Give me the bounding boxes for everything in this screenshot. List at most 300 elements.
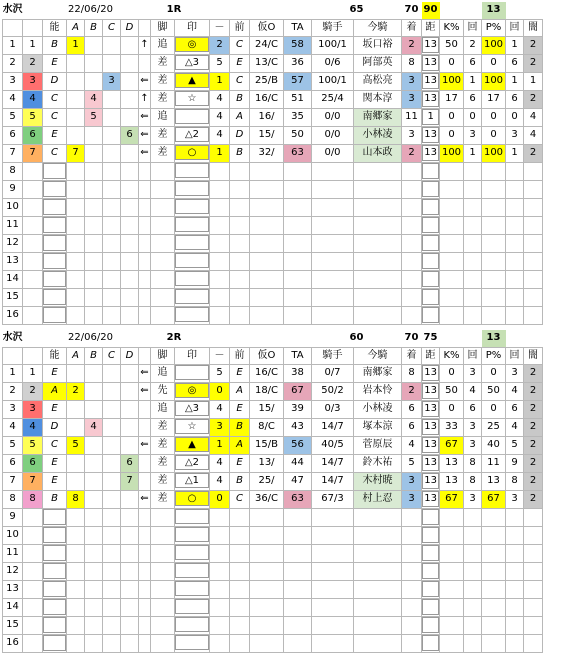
k-percent-value: 0 — [440, 54, 464, 72]
empty-cell — [103, 526, 121, 544]
score-c — [103, 490, 121, 508]
empty-cell — [482, 526, 506, 544]
distance-value-box: 1 — [422, 109, 439, 125]
empty-cell — [67, 234, 85, 252]
distance-value — [422, 54, 440, 72]
horse-row[interactable] — [3, 144, 543, 162]
empty-mark-box[interactable] — [175, 307, 209, 322]
empty-cell — [85, 234, 103, 252]
empty-mark-cell — [175, 270, 210, 288]
score-a — [67, 72, 85, 90]
empty-cell — [43, 616, 67, 634]
prediction-mark — [175, 36, 210, 54]
dark-value: 2 — [524, 54, 543, 72]
ability-grade: D — [43, 418, 67, 436]
empty-cell — [43, 306, 67, 324]
empty-cell — [230, 252, 250, 270]
score-d — [121, 90, 139, 108]
empty-box — [422, 617, 439, 633]
horse-number: 6 — [23, 454, 43, 472]
header-count-1: 回 — [464, 347, 482, 364]
empty-cell — [402, 216, 422, 234]
empty-row — [3, 216, 543, 234]
provisional-value: 15/ — [250, 126, 284, 144]
horse-number: 3 — [23, 72, 43, 90]
running-style: 追 — [151, 36, 175, 54]
current-jockey-name: 高松亮 — [354, 72, 402, 90]
empty-cell — [121, 526, 139, 544]
score-d — [121, 108, 139, 126]
k-percent-value: 13 — [440, 454, 464, 472]
prediction-mark — [175, 382, 210, 400]
trend-arrow — [139, 400, 151, 418]
empty-cell — [312, 616, 354, 634]
empty-mark-box[interactable] — [175, 199, 209, 214]
score-b — [85, 364, 103, 382]
prediction-mark-value[interactable]: ○ — [175, 145, 209, 160]
empty-cell — [210, 216, 230, 234]
provisional-value: 16/C — [250, 90, 284, 108]
empty-cell — [284, 598, 312, 616]
empty-cell — [422, 526, 440, 544]
score-b — [85, 454, 103, 472]
p-percent-value: 0 — [482, 126, 506, 144]
empty-cell — [440, 180, 464, 198]
prediction-mark — [175, 472, 210, 490]
score-b — [85, 382, 103, 400]
empty-cell — [23, 234, 43, 252]
empty-mark-box[interactable] — [175, 545, 209, 560]
minus-value: 1 — [210, 436, 230, 454]
running-style: 差 — [151, 490, 175, 508]
count-1-value: 0 — [464, 108, 482, 126]
provisional-value: 25/ — [250, 472, 284, 490]
empty-cell — [139, 508, 151, 526]
empty-cell — [103, 616, 121, 634]
empty-mark-box[interactable] — [175, 253, 209, 268]
spacer — [440, 330, 464, 347]
empty-cell — [121, 180, 139, 198]
horse-number: 2 — [23, 54, 43, 72]
empty-cell — [440, 252, 464, 270]
empty-cell — [284, 252, 312, 270]
jockey-value: 14/7 — [312, 454, 354, 472]
empty-cell — [422, 252, 440, 270]
p-percent-value: 50 — [482, 382, 506, 400]
ability-grade: C — [43, 90, 67, 108]
empty-cell — [506, 234, 524, 252]
horse-row[interactable] — [3, 90, 543, 108]
empty-cell — [422, 634, 440, 652]
gate-number: 8 — [3, 490, 23, 508]
empty-cell — [464, 544, 482, 562]
empty-box — [422, 509, 439, 525]
empty-cell — [43, 598, 67, 616]
empty-mark-cell — [175, 162, 210, 180]
distance-value-box: 13 — [422, 437, 439, 453]
empty-cell — [151, 270, 175, 288]
horse-row[interactable] — [3, 382, 543, 400]
empty-mark-box[interactable] — [175, 289, 209, 304]
venue-label: 水沢 — [2, 4, 23, 16]
empty-cell — [524, 252, 543, 270]
empty-cell — [422, 288, 440, 306]
ability-grade: B — [43, 490, 67, 508]
horse-row[interactable] — [3, 36, 543, 54]
score-b: 5 — [85, 108, 103, 126]
p-percent-value: 0 — [482, 108, 506, 126]
previous-grade: C — [230, 36, 250, 54]
empty-cell — [43, 216, 67, 234]
ta-value: 67 — [284, 382, 312, 400]
provisional-value: 16/ — [250, 108, 284, 126]
empty-cell — [440, 306, 464, 324]
empty-cell — [482, 580, 506, 598]
empty-cell — [250, 306, 284, 324]
empty-cell — [354, 616, 402, 634]
prediction-mark-value[interactable]: △2 — [175, 455, 209, 470]
prediction-mark-value[interactable] — [175, 365, 209, 380]
gate-number: 4 — [3, 90, 23, 108]
prediction-mark — [175, 90, 210, 108]
empty-box — [43, 271, 66, 287]
distance-value — [422, 400, 440, 418]
empty-cell — [312, 216, 354, 234]
count-1-value: 6 — [464, 54, 482, 72]
horse-row[interactable] — [3, 54, 543, 72]
score-b — [85, 72, 103, 90]
row-number: 9 — [3, 508, 23, 526]
header-c: C — [103, 347, 121, 364]
empty-cell — [43, 544, 67, 562]
empty-mark-box[interactable] — [175, 509, 209, 524]
empty-cell — [103, 252, 121, 270]
empty-cell — [524, 288, 543, 306]
dark-value: 2 — [524, 144, 543, 162]
horse-row[interactable] — [3, 418, 543, 436]
empty-cell — [210, 544, 230, 562]
empty-cell — [482, 270, 506, 288]
count-2-value: 8 — [506, 472, 524, 490]
empty-cell — [312, 234, 354, 252]
empty-cell — [151, 234, 175, 252]
distance-value-box: 13 — [422, 473, 439, 489]
prediction-mark — [175, 108, 210, 126]
empty-cell — [354, 580, 402, 598]
ta-value: 44 — [284, 454, 312, 472]
empty-cell — [506, 580, 524, 598]
empty-cell — [139, 180, 151, 198]
empty-mark-box[interactable] — [175, 181, 209, 196]
empty-box — [422, 199, 439, 215]
empty-cell — [151, 580, 175, 598]
empty-cell — [121, 544, 139, 562]
empty-cell — [422, 198, 440, 216]
k-percent-value: 50 — [440, 382, 464, 400]
empty-cell — [139, 306, 151, 324]
horse-row[interactable] — [3, 364, 543, 382]
empty-cell — [440, 216, 464, 234]
score-c — [103, 126, 121, 144]
provisional-value: 32/ — [250, 144, 284, 162]
empty-cell — [312, 180, 354, 198]
empty-row — [3, 198, 543, 216]
provisional-value: 15/B — [250, 436, 284, 454]
p-percent-value: 11 — [482, 454, 506, 472]
distance-value-box: 13 — [422, 73, 439, 89]
row-number: 10 — [3, 526, 23, 544]
trend-arrow: ↑ — [139, 36, 151, 54]
empty-mark-box[interactable] — [175, 271, 209, 286]
p-percent-value: 17 — [482, 90, 506, 108]
empty-box — [422, 217, 439, 233]
empty-cell — [524, 562, 543, 580]
score-d — [121, 382, 139, 400]
row-number: 11 — [3, 544, 23, 562]
prediction-mark-value[interactable]: △3 — [175, 401, 209, 416]
empty-cell — [85, 270, 103, 288]
empty-cell — [250, 234, 284, 252]
distance-value-box: 13 — [422, 127, 439, 143]
horse-row[interactable] — [3, 490, 543, 508]
prediction-mark-value[interactable]: △3 — [175, 55, 209, 70]
k-percent-value: 0 — [440, 364, 464, 382]
horse-row[interactable] — [3, 454, 543, 472]
empty-cell — [482, 634, 506, 652]
empty-cell — [121, 252, 139, 270]
minus-value: 0 — [210, 382, 230, 400]
distance-value-box: 13 — [422, 145, 439, 161]
finish-value: 8 — [402, 54, 422, 72]
empty-cell — [482, 544, 506, 562]
horse-row[interactable] — [3, 108, 543, 126]
jockey-value: 67/3 — [312, 490, 354, 508]
jockey-index-header: 90 — [422, 2, 440, 19]
empty-cell — [139, 162, 151, 180]
empty-cell — [121, 216, 139, 234]
dark-value: 2 — [524, 418, 543, 436]
dark-value: 2 — [524, 472, 543, 490]
horse-row[interactable] — [3, 126, 543, 144]
empty-cell — [23, 216, 43, 234]
score-d — [121, 144, 139, 162]
empty-cell — [402, 198, 422, 216]
horse-row[interactable] — [3, 436, 543, 454]
empty-cell — [23, 288, 43, 306]
empty-mark-box[interactable] — [175, 235, 209, 250]
empty-cell — [284, 270, 312, 288]
p-percent-value: 25 — [482, 418, 506, 436]
prev-index-header: 60 — [349, 332, 364, 344]
score-c — [103, 382, 121, 400]
empty-cell — [284, 562, 312, 580]
empty-cell — [250, 198, 284, 216]
header-arrow — [139, 19, 151, 36]
prediction-mark-value[interactable]: ▲ — [175, 73, 209, 88]
spacer — [464, 330, 482, 347]
empty-mark-cell — [175, 288, 210, 306]
header-finish: 着 — [402, 347, 422, 364]
empty-cell — [210, 580, 230, 598]
current-jockey-name: 南郷家 — [354, 364, 402, 382]
empty-cell — [121, 270, 139, 288]
empty-cell — [67, 270, 85, 288]
row-number: 12 — [3, 562, 23, 580]
empty-cell — [43, 252, 67, 270]
empty-cell — [151, 306, 175, 324]
jockey-value: 0/3 — [312, 400, 354, 418]
empty-cell — [210, 288, 230, 306]
header-k-percent: K% — [440, 347, 464, 364]
empty-mark-box[interactable] — [175, 563, 209, 578]
horse-row[interactable] — [3, 472, 543, 490]
ability-grade: B — [43, 36, 67, 54]
distance-value — [422, 472, 440, 490]
score-b — [85, 144, 103, 162]
prediction-mark-value[interactable]: ○ — [175, 491, 209, 506]
empty-box — [43, 599, 66, 615]
score-c — [103, 418, 121, 436]
empty-cell — [312, 270, 354, 288]
empty-cell — [139, 252, 151, 270]
prediction-mark — [175, 72, 210, 90]
finish-value: 3 — [402, 90, 422, 108]
minus-value: 5 — [210, 54, 230, 72]
empty-cell — [230, 616, 250, 634]
empty-cell — [151, 288, 175, 306]
distance-value-box: 13 — [422, 491, 439, 507]
empty-cell — [464, 580, 482, 598]
prediction-mark-value[interactable]: △1 — [175, 473, 209, 488]
count-2-value: 5 — [506, 436, 524, 454]
prediction-mark-value[interactable]: ☆ — [175, 419, 209, 434]
prediction-mark-value[interactable]: ▲ — [175, 437, 209, 452]
empty-cell — [524, 306, 543, 324]
prediction-mark-value[interactable]: ☆ — [175, 91, 209, 106]
empty-cell — [151, 252, 175, 270]
empty-row — [3, 270, 543, 288]
running-style: 先 — [151, 382, 175, 400]
count-1-value: 8 — [464, 454, 482, 472]
empty-box — [43, 527, 66, 543]
empty-cell — [121, 616, 139, 634]
empty-cell — [67, 598, 85, 616]
current-jockey-name: 関本淳 — [354, 90, 402, 108]
prediction-mark-value[interactable]: ◎ — [175, 383, 209, 398]
empty-row — [3, 234, 543, 252]
row-number: 9 — [3, 180, 23, 198]
empty-cell — [250, 580, 284, 598]
empty-cell — [139, 580, 151, 598]
empty-cell — [422, 180, 440, 198]
current-jockey-name: 阿部英 — [354, 54, 402, 72]
empty-mark-box[interactable] — [175, 163, 209, 178]
prediction-mark-value[interactable]: ◎ — [175, 37, 209, 52]
empty-mark-box[interactable] — [175, 581, 209, 596]
empty-box — [422, 581, 439, 597]
empty-box — [43, 617, 66, 633]
empty-cell — [230, 234, 250, 252]
empty-box — [422, 545, 439, 561]
prediction-mark — [175, 436, 210, 454]
running-style: 追 — [151, 108, 175, 126]
empty-mark-box[interactable] — [175, 599, 209, 614]
empty-cell — [422, 162, 440, 180]
empty-box — [422, 181, 439, 197]
header-jockey: 騎手 — [312, 347, 354, 364]
empty-mark-box[interactable] — [175, 617, 209, 632]
horse-number: 7 — [23, 472, 43, 490]
finish-value: 2 — [402, 144, 422, 162]
empty-cell — [524, 526, 543, 544]
empty-cell — [151, 162, 175, 180]
empty-mark-box[interactable] — [175, 635, 209, 650]
current-jockey-name: 南郷家 — [354, 108, 402, 126]
empty-cell — [482, 198, 506, 216]
empty-cell — [440, 580, 464, 598]
jockey-value: 50/2 — [312, 382, 354, 400]
running-style: 追 — [151, 364, 175, 382]
provisional-value: 16/C — [250, 364, 284, 382]
minus-value: 4 — [210, 126, 230, 144]
header-count-2: 回 — [506, 347, 524, 364]
score-b — [85, 436, 103, 454]
ta-value: 63 — [284, 490, 312, 508]
jockey-value: 0/6 — [312, 54, 354, 72]
empty-cell — [250, 216, 284, 234]
prediction-mark-value[interactable]: △2 — [175, 127, 209, 142]
empty-mark-box[interactable] — [175, 217, 209, 232]
empty-cell — [402, 526, 422, 544]
spacer — [506, 330, 543, 347]
k-percent-value: 67 — [440, 490, 464, 508]
empty-row — [3, 598, 543, 616]
empty-cell — [103, 562, 121, 580]
score-c — [103, 36, 121, 54]
empty-cell — [354, 544, 402, 562]
header-number — [23, 19, 43, 36]
prediction-mark-value[interactable] — [175, 109, 209, 124]
empty-cell — [464, 508, 482, 526]
empty-cell — [85, 306, 103, 324]
empty-cell — [85, 162, 103, 180]
score-d — [121, 400, 139, 418]
dark-value: 4 — [524, 126, 543, 144]
empty-cell — [312, 598, 354, 616]
count-1-value: 1 — [464, 72, 482, 90]
empty-box — [43, 563, 66, 579]
score-a — [67, 126, 85, 144]
empty-box — [422, 253, 439, 269]
empty-mark-box[interactable] — [175, 527, 209, 542]
empty-cell — [354, 198, 402, 216]
header-current-jockey: 今騎 — [354, 347, 402, 364]
running-style: 差 — [151, 90, 175, 108]
empty-cell — [67, 634, 85, 652]
empty-mark-cell — [175, 216, 210, 234]
empty-cell — [250, 634, 284, 652]
empty-cell — [43, 562, 67, 580]
empty-cell — [139, 598, 151, 616]
empty-cell — [151, 616, 175, 634]
empty-cell — [482, 306, 506, 324]
empty-box — [43, 635, 66, 651]
horse-row[interactable] — [3, 72, 543, 90]
empty-cell — [121, 162, 139, 180]
horse-row[interactable] — [3, 400, 543, 418]
empty-cell — [23, 616, 43, 634]
empty-cell — [464, 270, 482, 288]
